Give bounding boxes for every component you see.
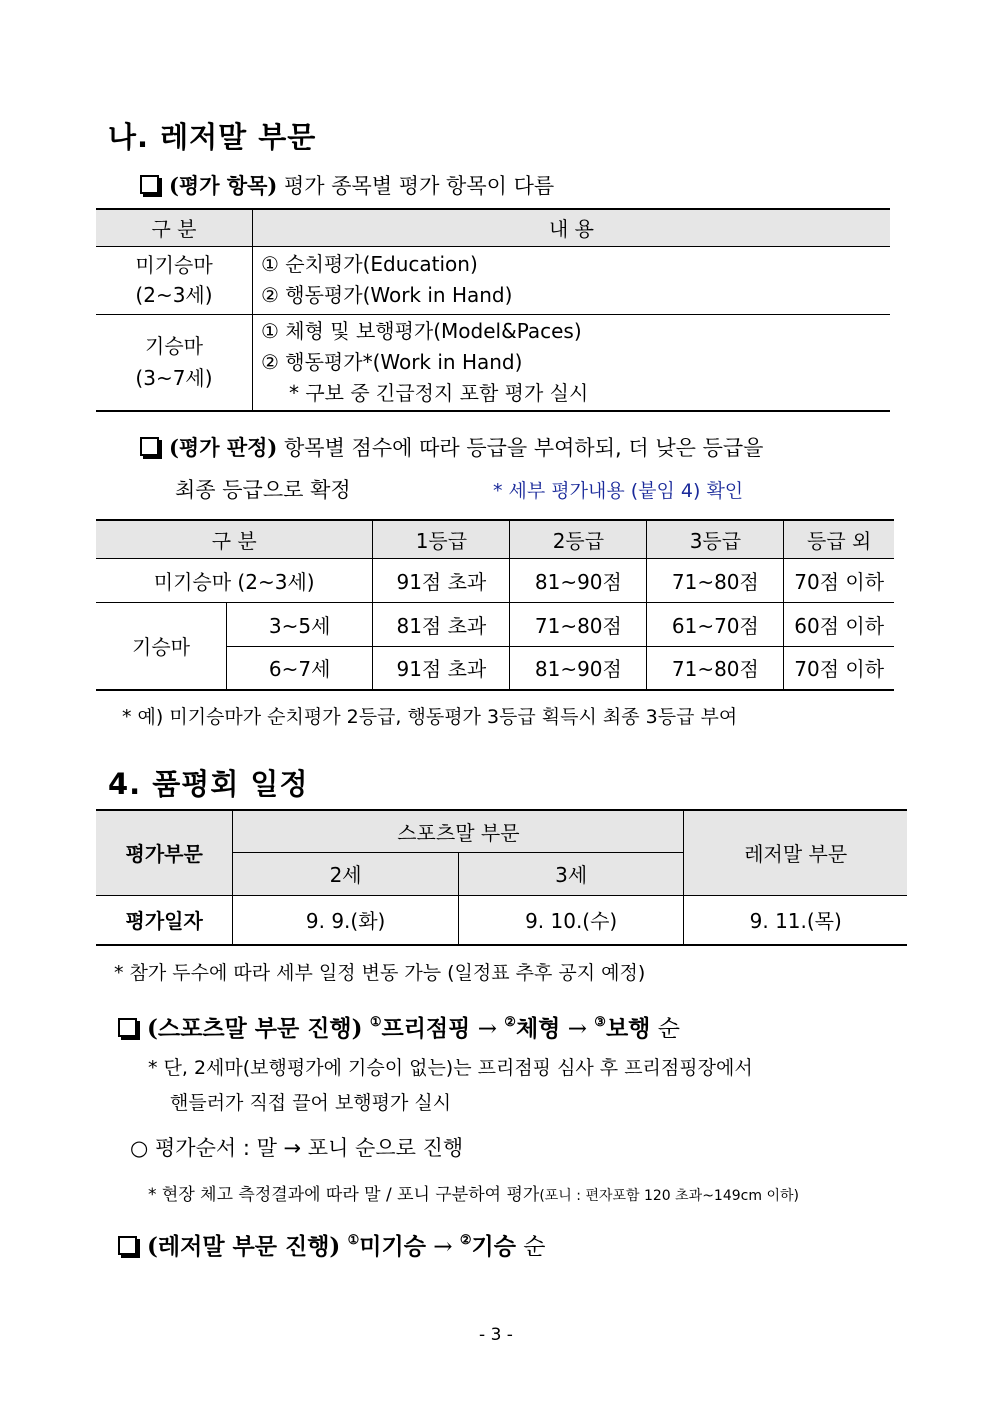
arrow-icon: → (433, 1234, 453, 1260)
grade-cell: 70점 이하 (784, 646, 894, 690)
table-row (96, 558, 894, 602)
row-label: 기승마 (96, 602, 227, 690)
table-header: 3세 (458, 852, 684, 895)
content-note: * 구보 중 긴급정지 포함 평가 실시 (289, 380, 589, 405)
table-header: 구 분 (96, 520, 373, 558)
progress-suffix: 순 (657, 1016, 680, 1042)
table-row (96, 246, 890, 314)
group-age: (2~3세) (135, 283, 213, 307)
checkbox-square-icon (140, 437, 159, 456)
step-name: 보행 (605, 1015, 651, 1042)
eval-items-line (140, 170, 554, 200)
step-number: ② (459, 1233, 472, 1248)
eval-ref-note: * 세부 평가내용 (붙임 4) 확인 (493, 480, 744, 502)
grade-table (96, 519, 894, 691)
row-label: 미기승마 (2~3세) (96, 558, 373, 602)
sports-note-line1: * 단, 2세마(보행평가에 기승이 없는)는 프리점핑 심사 후 프리점핑장에서 (148, 1057, 753, 1079)
content-item: ① 체형 및 보행평가(Model&Paces) (261, 318, 582, 343)
step-name: 기승 (471, 1233, 516, 1260)
content-item: ① 순치평가(Education) (261, 252, 478, 276)
table-header: 평가부문 (96, 810, 233, 895)
group-cell (96, 314, 253, 411)
eval-judgment-text-line2: 최종 등급으로 확정 (175, 478, 351, 502)
measure-note-small: (포니 : 편자포함 120 초과~149cm 이하) (539, 1188, 799, 1204)
grade-cell: 71~80점 (510, 602, 647, 646)
step-number: ② (504, 1015, 516, 1030)
eval-order-line: ○ 평가순서 : 말 → 포니 순으로 진행 (130, 1136, 464, 1160)
eval-items-label: (평가 항목) (169, 173, 278, 198)
table-header: 내 용 (253, 209, 891, 246)
step-name: 미기승 (359, 1233, 426, 1260)
eval-judgment-line1 (140, 432, 763, 462)
table-row (96, 602, 894, 646)
table-header: 1등급 (373, 520, 510, 558)
checkbox-square-icon (118, 1236, 137, 1255)
step-number: ① (369, 1015, 382, 1030)
sports-progress-label: (스포츠말 부문 진행) (147, 1015, 363, 1042)
table-header: 등급 외 (784, 520, 894, 558)
content-item: ② 행동평가(Work in Hand) (261, 283, 513, 307)
eval-items-table (96, 208, 890, 412)
grade-cell: 60점 이하 (784, 602, 894, 646)
table-header: 레저말 부문 (684, 810, 907, 895)
group-cell (96, 246, 253, 314)
schedule-note: * 참가 두수에 따라 세부 일정 변동 가능 (일정표 추후 공지 예정) (114, 962, 646, 984)
section-title-schedule: 4. 품평회 일정 (108, 767, 309, 801)
leisure-progress-label: (레저말 부문 진행) (147, 1233, 341, 1260)
content-cell (253, 246, 891, 314)
grade-cell: 71~80점 (647, 558, 784, 602)
grade-cell: 91점 초과 (373, 646, 510, 690)
step-name: 프리점핑 (381, 1015, 471, 1042)
table-header: 2세 (233, 852, 459, 895)
checkbox-square-icon (118, 1018, 137, 1037)
table-header: 구 분 (96, 209, 253, 246)
leisure-progress-line (118, 1228, 545, 1261)
page-number: - 3 - (479, 1325, 513, 1345)
table-row (96, 314, 890, 411)
arrow-icon: → (477, 1016, 497, 1042)
age-cell: 6~7세 (227, 646, 373, 690)
checkbox-square-icon (140, 175, 159, 194)
step-name: 체형 (515, 1015, 561, 1042)
row-label: 평가일자 (96, 895, 233, 945)
date-cell: 9. 11.(목) (684, 895, 907, 945)
grade-cell: 81~90점 (510, 558, 647, 602)
date-cell: 9. 9.(화) (233, 895, 459, 945)
arrow-icon: → (567, 1016, 587, 1042)
progress-suffix: 순 (523, 1234, 546, 1260)
group-name: 미기승마 (135, 253, 213, 277)
grade-cell: 71~80점 (647, 646, 784, 690)
group-name: 기승마 (145, 334, 203, 359)
content-item: ② 행동평가*(Work in Hand) (261, 349, 523, 374)
group-age: (3~7세) (135, 366, 213, 391)
schedule-table (96, 809, 907, 946)
grade-cell: 61~70점 (647, 602, 784, 646)
table-header: 스포츠말 부문 (233, 810, 684, 852)
grade-cell: 81~90점 (510, 646, 647, 690)
step-number: ① (347, 1233, 360, 1248)
table-header: 3등급 (647, 520, 784, 558)
grade-cell: 70점 이하 (784, 558, 894, 602)
measure-note-line (148, 1180, 799, 1205)
grade-cell: 81점 초과 (373, 602, 510, 646)
step-number: ③ (594, 1015, 606, 1030)
measure-note: * 현장 체고 측정결과에 따라 말 / 포니 구분하여 평가 (148, 1185, 540, 1205)
example-note: * 예) 미기승마가 순치평가 2등급, 행동평가 3등급 획득시 최종 3등급 부여 (122, 706, 738, 728)
table-header: 2등급 (510, 520, 647, 558)
grade-cell: 91점 초과 (373, 558, 510, 602)
eval-items-text: 평가 종목별 평가 항목이 다름 (284, 174, 555, 198)
section-title-leisure: 나. 레저말 부문 (108, 120, 317, 154)
sports-note-line2: 핸들러가 직접 끌어 보행평가 실시 (170, 1092, 452, 1114)
content-cell (253, 314, 891, 411)
age-cell: 3~5세 (227, 602, 373, 646)
table-row (96, 895, 907, 945)
sports-progress-line (118, 1010, 680, 1043)
eval-judgment-label: (평가 판정) (169, 435, 278, 460)
date-cell: 9. 10.(수) (458, 895, 684, 945)
eval-judgment-text: 항목별 점수에 따라 등급을 부여하되, 더 낮은 등급을 (284, 436, 764, 460)
